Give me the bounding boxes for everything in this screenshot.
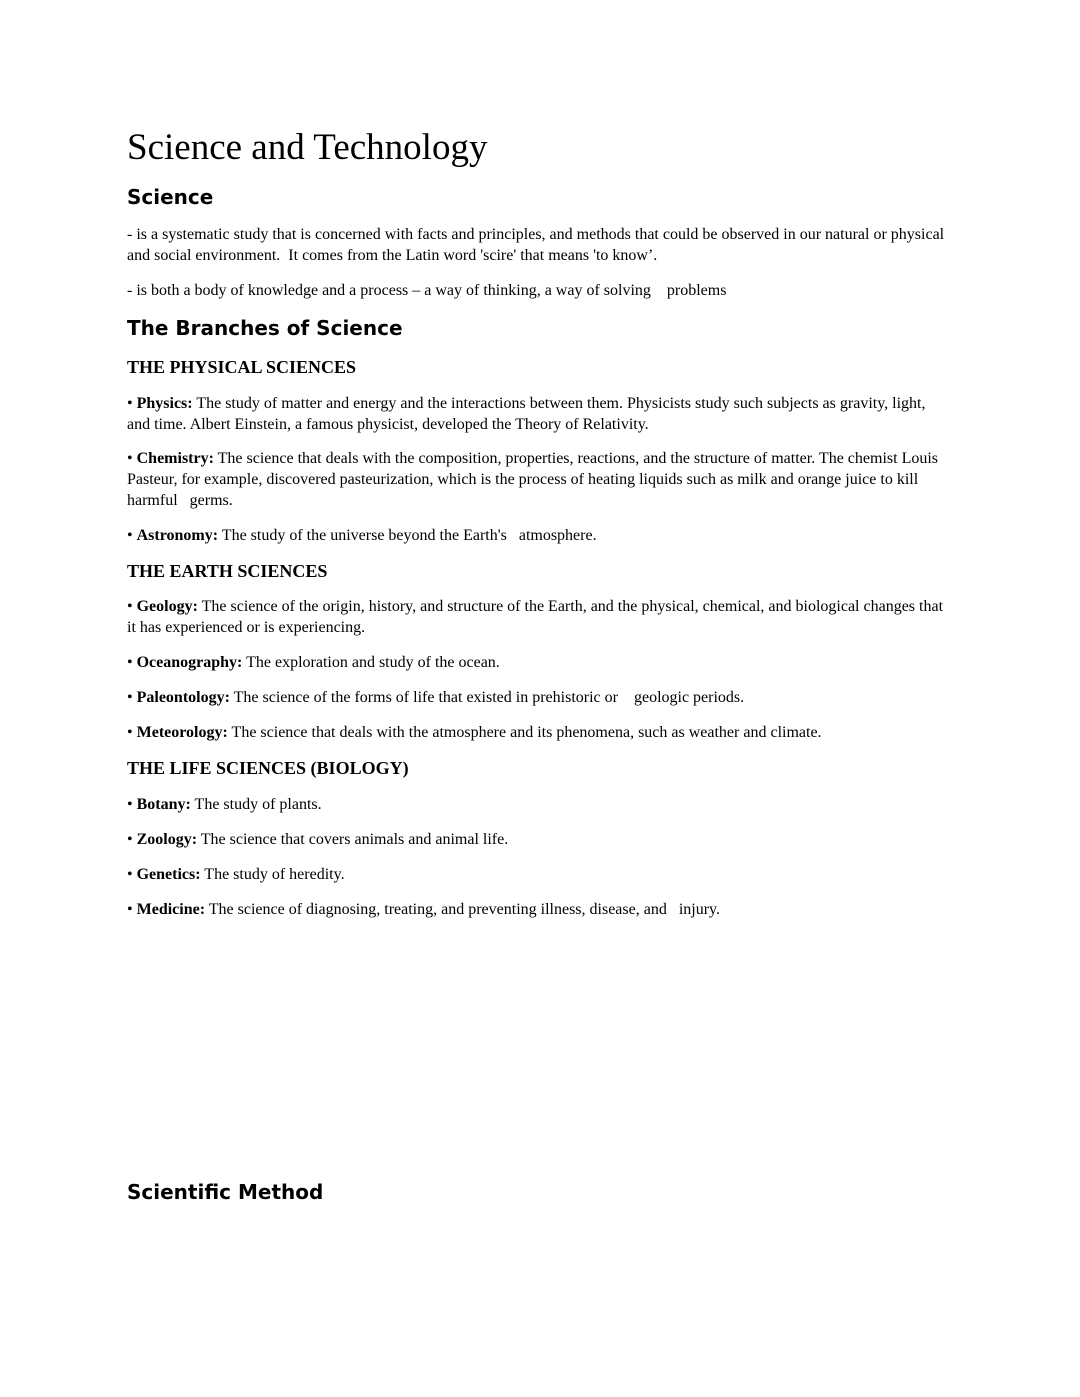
definition: The exploration and study of the ocean. <box>242 654 500 671</box>
definition: The study of the universe beyond the Earth's atmosphere. <box>218 527 597 544</box>
heading-physical-sciences: THE PHYSICAL SCIENCES <box>127 357 357 377</box>
term: Genetics: <box>136 866 201 883</box>
definition: The science that covers animals and animal life. <box>197 831 509 848</box>
heading-branches: The Branches of Science <box>127 316 403 340</box>
bullet: • <box>127 866 137 883</box>
page-title: Science and Technology <box>127 127 488 168</box>
list-item-botany <box>127 794 947 815</box>
definition: The science that deals with the atmosphere and its phenomena, such as weather and climate. <box>227 724 822 741</box>
bullet: • <box>127 724 137 741</box>
bullet: • <box>127 395 137 412</box>
term: Chemistry: <box>136 450 214 467</box>
paragraph-science-definition: - is a systematic study that is concerned with facts and principles, and methods that could be observed in our natural or physical and social environment. It comes from the Latin word 'scire' that means 'to know’. <box>127 226 949 264</box>
definition: The science of the forms of life that existed in prehistoric or geologic periods. <box>229 689 745 706</box>
definition: The science of diagnosing, treating, and preventing illness, disease, and injury. <box>205 901 721 918</box>
paragraph-science-process: - is both a body of knowledge and a process – a way of thinking, a way of solving problems <box>127 282 727 299</box>
bullet: • <box>127 689 137 706</box>
list-item-physics <box>127 393 947 435</box>
bullet: • <box>127 831 137 848</box>
list-item-chemistry <box>127 448 947 511</box>
list-item-meteorology <box>127 722 947 743</box>
list-item-oceanography <box>127 652 947 673</box>
term: Oceanography: <box>136 654 243 671</box>
heading-life-sciences: THE LIFE SCIENCES (BIOLOGY) <box>127 758 409 778</box>
definition: The study of matter and energy and the interactions between them. Physicists study such subjects as gravity, light, and time. Albert Einstein, a famous physicist, developed the Theory of Relativity. <box>127 395 930 433</box>
term: Paleontology: <box>136 689 230 706</box>
bullet: • <box>127 527 137 544</box>
definition: The science that deals with the composition, properties, reactions, and the structure of matter. The chemist Louis Pasteur, for example, discovered pasteurization, which is the process of heating liquids such as milk and orange juice to kill harmful germs. <box>127 450 943 509</box>
term: Zoology: <box>136 831 198 848</box>
heading-earth-sciences: THE EARTH SCIENCES <box>127 561 328 581</box>
heading-science: Science <box>127 185 214 209</box>
bullet: • <box>127 654 137 671</box>
term: Astronomy: <box>136 527 219 544</box>
list-item-geology <box>127 596 947 638</box>
term: Medicine: <box>136 901 206 918</box>
term: Meteorology: <box>136 724 228 741</box>
heading-scientific-method: Scientific Method <box>127 1180 324 1204</box>
bullet: • <box>127 450 137 467</box>
list-item-genetics <box>127 864 947 885</box>
list-item-medicine <box>127 899 947 920</box>
bullet: • <box>127 598 137 615</box>
list-item-paleontology <box>127 687 947 708</box>
term: Physics: <box>136 395 193 412</box>
definition: The study of heredity. <box>200 866 345 883</box>
list-item-astronomy <box>127 525 947 546</box>
term: Botany: <box>136 796 191 813</box>
definition: The study of plants. <box>190 796 322 813</box>
term: Geology: <box>136 598 198 615</box>
list-item-zoology <box>127 829 947 850</box>
bullet: • <box>127 901 137 918</box>
bullet: • <box>127 796 137 813</box>
definition: The science of the origin, history, and structure of the Earth, and the physical, chemical, and biological changes that it has experienced or is experiencing. <box>127 598 948 636</box>
